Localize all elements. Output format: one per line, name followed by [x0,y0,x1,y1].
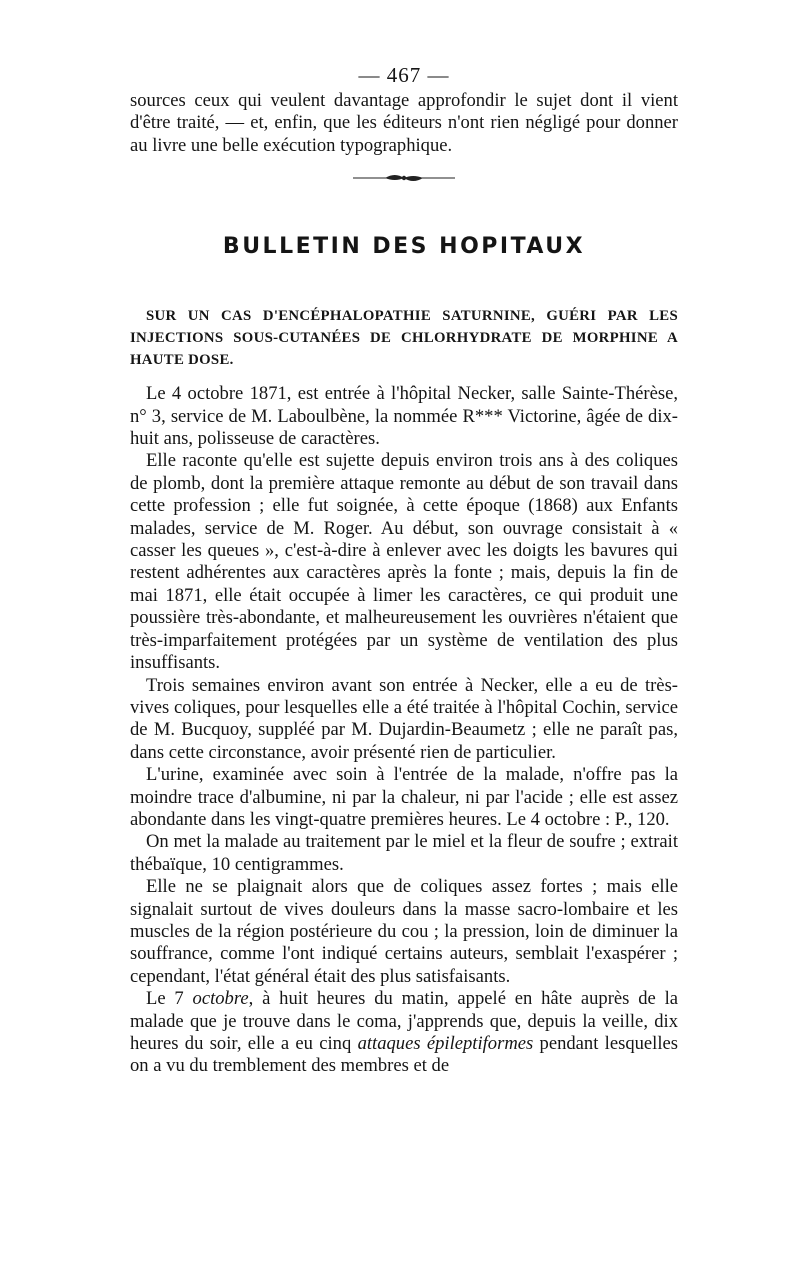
italic-date: octobre [192,988,249,1010]
page-number: — 467 — [358,63,450,87]
text-segment: , à huit heures du matin, appelé en hâte auprès de la malade que je trouve dans le coma, j'apprends que, depuis la veille, dix heures du soir, elle a eu cinq [130,988,678,1054]
ornament-divider-icon [349,171,459,185]
paragraph-urine-exam: L'urine, examinée avec soin à l'entrée de la malade, n'offre pas la moindre trace d'albumine, ni par la chaleur, ni par l'acide ; elle est assez abondante dans les vingt-quatre premières heures. Le 4 octobre : P., 120. [130,764,678,830]
paragraph-october-7 [130,988,678,1078]
text-segment: Le 7 [146,988,193,1010]
section-title: BULLETIN DES HOPITAUX [222,234,586,260]
article-title: SUR UN CAS D'ENCÉPHALOPATHIE SATURNINE, GUÉRI PAR LES INJECTIONS SOUS-CUTANÉES DE CHLORHYDRATE DE MORPHINE A HAUTE DOSE. [130,308,678,369]
paragraph-admission: Le 4 octobre 1871, est entrée à l'hôpital Necker, salle Sainte-Thérèse, n° 3, service de M. Laboulbène, la nommée R*** Victorine, âgée de dix-huit ans, polisseuse de caractères. [130,383,678,450]
text-segment: pendant lesquelles on a vu du tremblement des membres et de [130,1033,678,1077]
italic-term: attaques épileptiformes [357,1033,534,1054]
book-page [130,60,678,1078]
paragraph-previous-coliques: Trois semaines environ avant son entrée à Necker, elle a eu de très-vives coliques, pour lesquelles elle a été traitée à l'hôpital Cochin, service de M. Bucquoy, suppléé par M. Dujardin-Beaumetz ; elle ne paraît pas, dans cette circonstance, avoir présenté rien de particulier. [130,674,678,763]
article-body [130,383,678,1078]
paragraph-history: Elle raconte qu'elle est sujette depuis environ trois ans à des coliques de plomb, dont la première attaque remonte au début de son travail dans cette profession ; elle fut soignée, à cette époque (1868) aux Enfants malades, service de M. Roger. Au début, son ouvrage consistait à « casser les queues », c'est-à-dire à enlever avec les doigts les bavures qui restent adhérentes aux caractères après la fonte ; mais, depuis la fin de mai 1871, elle était occupée à limer les caractères, ce qui produit une poussière très-abondante, et malheureusement les ouvrières n'étaient que très-imparfaitement protégées par un système de ventilation des plus insuffisants. [130,450,678,674]
paragraph-treatment: On met la malade au traitement par le miel et la fleur de soufre ; extrait thébaïque, 10 centigrammes. [130,831,678,875]
paragraph-symptoms: Elle ne se plaignait alors que de coliques assez fortes ; mais elle signalait surtout de vives douleurs dans la masse sacro-lombaire et les muscles de la région postérieure du cou ; la pression, loin de diminuer la souffrance, comme l'ont indiqué certains auteurs, semblait l'exaspérer ; cependant, l'état général était des plus satisfaisants. [130,876,678,987]
intro-paragraph: sources ceux qui veulent davantage approfondir le sujet dont il vient d'être traité, — et, enfin, que les éditeurs n'ont rien négligé pour donner au livre une belle exécution typographique. [130,90,678,156]
